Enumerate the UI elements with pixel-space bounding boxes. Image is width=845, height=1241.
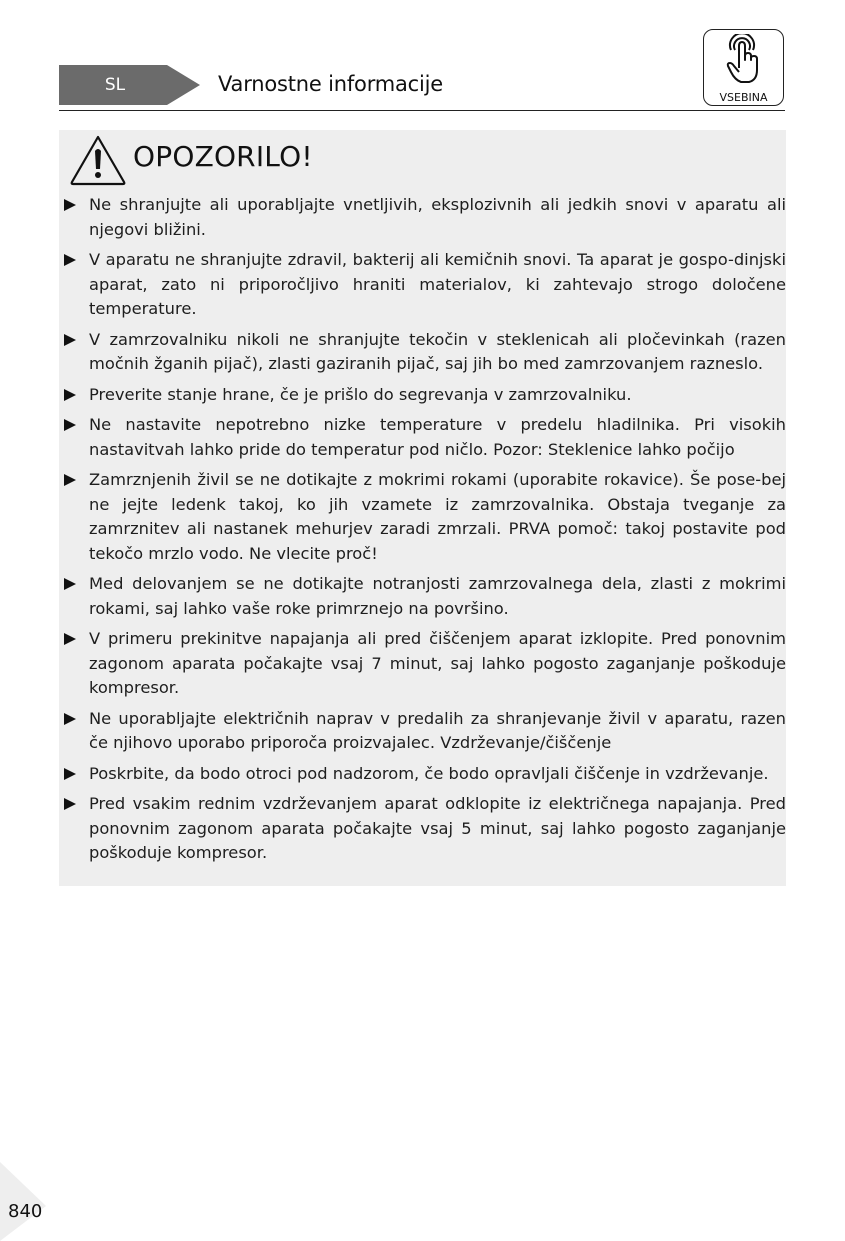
header-divider bbox=[59, 110, 785, 111]
bullet-icon bbox=[64, 768, 76, 780]
warning-title: OPOZORILO! bbox=[133, 140, 313, 173]
warning-list bbox=[59, 193, 786, 872]
section-title: Varnostne informacije bbox=[218, 72, 444, 96]
warning-item: V zamrzovalniku nikoli ne shranjujte tekočin v steklenicah ali pločevinkah (razen močnih žganih pijač), zlasti gaziranih pijač, saj jih bo med zamrzovanjem razneslo. bbox=[59, 328, 786, 377]
warning-triangle-icon bbox=[69, 134, 127, 186]
bullet-icon bbox=[64, 389, 76, 401]
warning-item: Ne nastavite nepotrebno nizke temperature v predelu hladilnika. Pri visokih nastavitvah lahko pride do temperatur pod ničlo. Pozor: Steklenice lahko počijo bbox=[59, 413, 786, 462]
warning-box bbox=[59, 130, 786, 886]
warning-item: Preverite stanje hrane, če je prišlo do segrevanja v zamrzovalniku. bbox=[59, 383, 786, 408]
warning-item: Med delovanjem se ne dotikajte notranjosti zamrzovalnega dela, zlasti z mokrimi rokami, saj lahko vaše roke primrznejo na površino. bbox=[59, 572, 786, 621]
hand-tap-icon bbox=[723, 34, 763, 86]
warning-item: Ne uporabljajte električnih naprav v predalih za shranjevanje živil v aparatu, razen če njihovo uporabo priporoča proizvajalec. Vzdrževanje/čiščenje bbox=[59, 707, 786, 756]
contents-button-label: VSEBINA bbox=[719, 91, 768, 104]
language-tab bbox=[59, 65, 200, 105]
warning-item: Pred vsakim rednim vzdrževanjem aparat odklopite iz električnega napajanja. Pred ponovnim zagonom aparata počakajte vsaj 5 minut, saj lahko pogosto zaganjanje poškoduje kompresor. bbox=[59, 792, 786, 866]
page-number: 840 bbox=[8, 1201, 43, 1222]
bullet-icon bbox=[64, 633, 76, 645]
bullet-icon bbox=[64, 798, 76, 810]
warning-item: Zamrznjenih živil se ne dotikajte z mokrimi rokami (uporabite rokavice). Še pose-bej ne jejte ledenk takoj, ko jih vzamete iz zamrzovalnika. Obstaja tveganje za zamrznitev ali nastanek mehurjev zaradi zmrzali. PRVA pomoč: takoj postavite pod tekočo mrzlo vodo. Ne vlecite proč! bbox=[59, 468, 786, 566]
bullet-icon bbox=[64, 713, 76, 725]
bullet-icon bbox=[64, 474, 76, 486]
bullet-icon bbox=[64, 334, 76, 346]
warning-item: V aparatu ne shranjujte zdravil, bakterij ali kemičnih snovi. Ta aparat je gospo-dinjski aparat, zato ni priporočljivo hraniti materialov, ki zahtevajo strogo določene temperature. bbox=[59, 248, 786, 322]
contents-button[interactable] bbox=[703, 29, 784, 106]
warning-item: Poskrbite, da bodo otroci pod nadzorom, če bodo opravljali čiščenje in vzdrževanje. bbox=[59, 762, 786, 787]
bullet-icon bbox=[64, 254, 76, 266]
warning-item: V primeru prekinitve napajanja ali pred čiščenjem aparat izklopite. Pred ponovnim zagonom aparata počakajte vsaj 7 minut, saj lahko pogosto zaganjanje poškoduje kompresor. bbox=[59, 627, 786, 701]
language-label: SL bbox=[104, 75, 126, 95]
warning-item: Ne shranjujte ali uporabljajte vnetljivih, eksplozivnih ali jedkih snovi v aparatu ali njegovi bližini. bbox=[59, 193, 786, 242]
bullet-icon bbox=[64, 578, 76, 590]
bullet-icon bbox=[64, 419, 76, 431]
bullet-icon bbox=[64, 199, 76, 211]
